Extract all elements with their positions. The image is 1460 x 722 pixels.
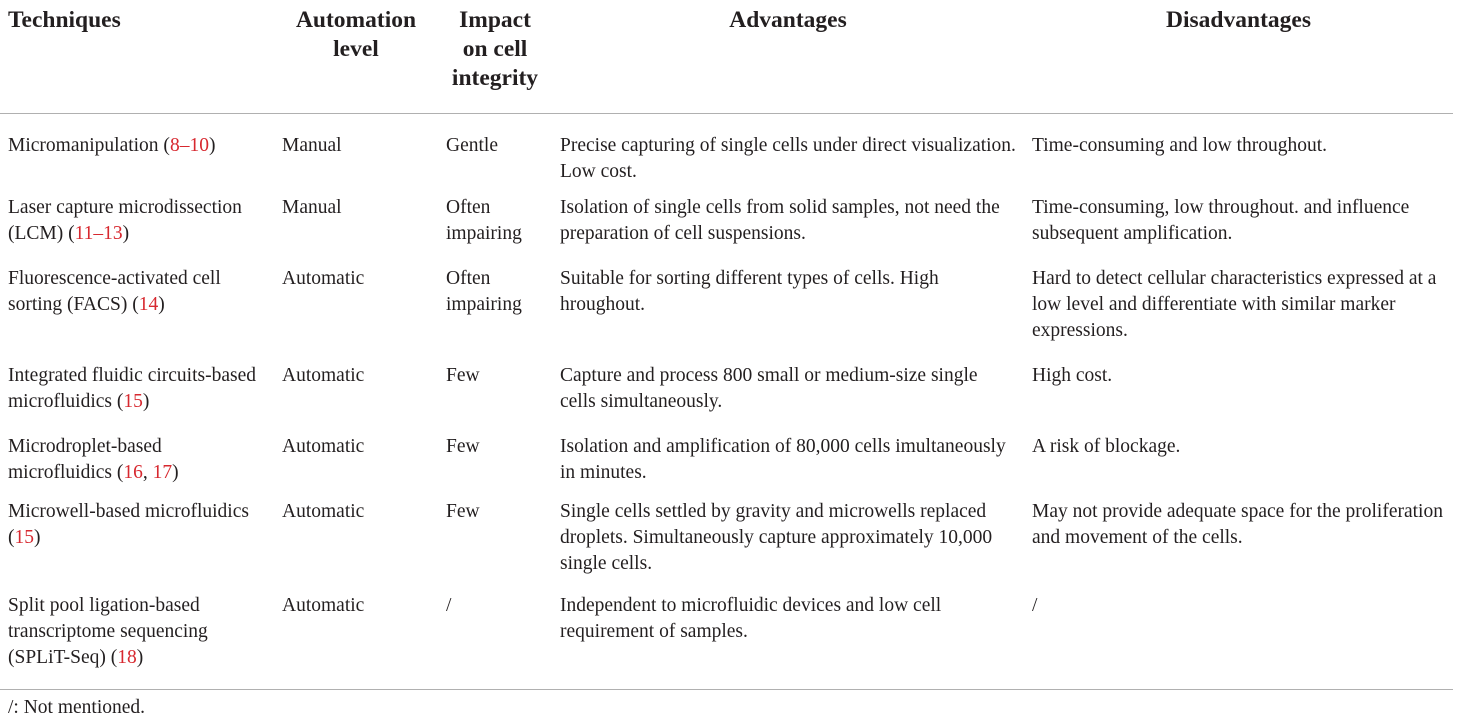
impact-cell: Few — [446, 436, 480, 457]
advantages-cell: Isolation of single cells from solid samples, not need the preparation of cell suspensions. — [560, 197, 1000, 244]
table-header — [0, 0, 1453, 114]
advantages-cell: Suitable for sorting different types of cells. High hroughout. — [560, 268, 939, 315]
disadvantages-cell: / — [1032, 595, 1038, 616]
automation-cell: Automatic — [282, 436, 365, 457]
disadvantages-cell: Time-consuming and low throughout. — [1032, 135, 1328, 156]
reference-link[interactable]: 17 — [152, 462, 173, 483]
automation-cell: Manual — [282, 135, 342, 156]
technique-cell: Fluorescence-activated cell sorting (FACS) (14) — [8, 268, 221, 315]
table-footnote: /: Not mentioned. — [8, 697, 146, 718]
automation-cell: Automatic — [282, 501, 365, 522]
header-advantages: Advantages — [729, 7, 847, 33]
header-row — [0, 0, 1453, 114]
technique-cell: Laser capture microdissection (LCM) (11–13) — [8, 197, 242, 244]
table-body — [0, 114, 1453, 690]
technique-cell: Micromanipulation (8–10) — [8, 135, 216, 156]
automation-cell: Automatic — [282, 365, 365, 386]
reference-link[interactable]: 8–10 — [169, 135, 209, 156]
reference-link[interactable]: 11–13 — [74, 223, 123, 244]
impact-cell: Few — [446, 501, 480, 522]
impact-cell: Often impairing — [446, 197, 522, 244]
technique-cell: Microdroplet-based microfluidics (16, 17) — [8, 436, 179, 483]
table-row — [0, 499, 1453, 593]
reference-link[interactable]: 15 — [123, 391, 143, 412]
advantages-cell: Precise capturing of single cells under direct visualization. Low cost. — [560, 135, 1016, 182]
reference-link[interactable]: 18 — [117, 647, 137, 668]
advantages-cell: Independent to microfluidic devices and low cell requirement of samples. — [560, 595, 942, 642]
impact-cell: / — [446, 595, 452, 616]
table-row — [0, 593, 1453, 690]
table-row — [0, 357, 1453, 428]
technique-cell: Integrated fluidic circuits-based microfluidics (15) — [8, 365, 256, 412]
disadvantages-cell: Time-consuming, low throughout. and influence subsequent amplification. — [1032, 197, 1410, 244]
table-row — [0, 114, 1453, 190]
table-row — [0, 428, 1453, 499]
impact-cell: Often impairing — [446, 268, 522, 315]
header-techniques: Techniques — [8, 7, 121, 33]
advantages-cell: Capture and process 800 small or medium-size single cells simultaneously. — [560, 365, 978, 412]
technique-cell: Microwell-based microfluidics (15) — [8, 501, 249, 548]
header-disadvantages: Disadvantages — [1166, 7, 1311, 33]
advantages-cell: Isolation and amplification of 80,000 cells imultaneously in minutes. — [560, 436, 1006, 483]
automation-cell: Manual — [282, 197, 342, 218]
table-row — [0, 189, 1453, 260]
header-automation-level: Automation level — [295, 7, 417, 62]
reference-link[interactable]: 14 — [138, 294, 159, 315]
disadvantages-cell: Hard to detect cellular characteristics expressed at a low level and differentiate with similar marker expressions. — [1032, 268, 1437, 341]
disadvantages-cell: May not provide adequate space for the proliferation and movement of the cells. — [1032, 501, 1443, 548]
header-impact: Impact on cell integrity — [451, 7, 539, 91]
reference-link[interactable]: 16 — [123, 462, 143, 483]
reference-link[interactable]: 15 — [14, 527, 34, 548]
table-row — [0, 260, 1453, 357]
technique-cell: Split pool ligation-based transcriptome sequencing (SPLiT-Seq) (18) — [8, 595, 208, 668]
advantages-cell: Single cells settled by gravity and microwells replaced droplets. Simultaneously capture approximately 10,000 single cells. — [560, 501, 993, 574]
impact-cell: Gentle — [446, 135, 498, 156]
automation-cell: Automatic — [282, 268, 365, 289]
automation-cell: Automatic — [282, 595, 365, 616]
disadvantages-cell: High cost. — [1032, 365, 1113, 386]
disadvantages-cell: A risk of blockage. — [1032, 436, 1181, 457]
impact-cell: Few — [446, 365, 480, 386]
